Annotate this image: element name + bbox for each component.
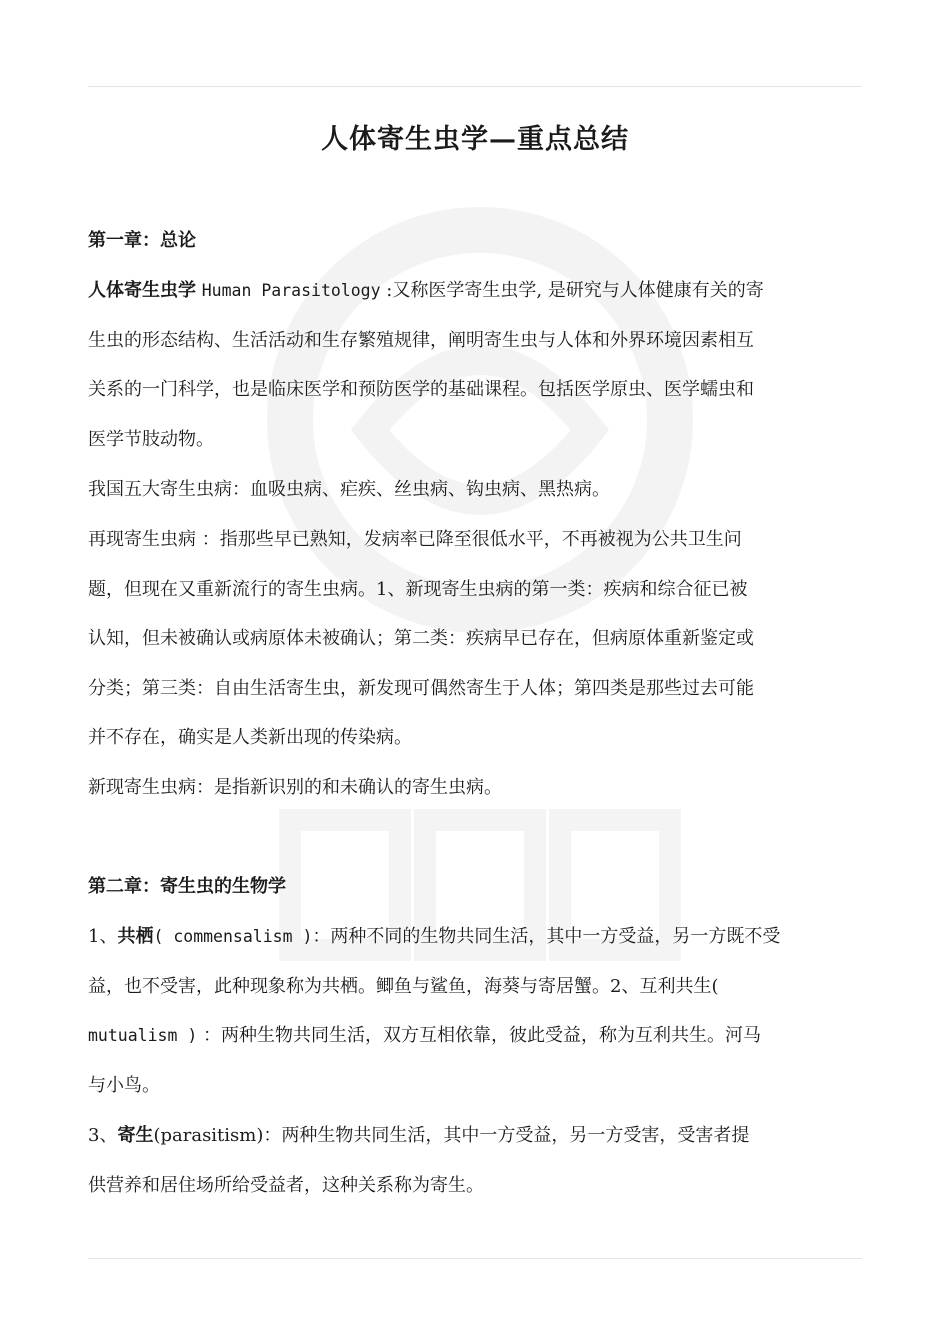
commensalism-line-4: 与小鸟。	[88, 1074, 160, 1096]
commensalism-definition	[88, 912, 866, 1110]
reemerging-line-1: 再现寄生虫病 ：指那些早已熟知，发病率已降至很低水平，不再被视为公共卫生问	[88, 529, 742, 550]
chapter2-heading: 第二章：寄生虫的生物学	[88, 876, 286, 897]
definition-line-3: 关系的一门科学，也是临床医学和预防医学的基础课程。包括医学原虫、医学蠕虫和	[88, 379, 754, 401]
parasitism-line-1: 3、寄生(parasitism)：两种生物共同生活，其中一方受益，另一方受害，受害者提	[88, 1125, 750, 1146]
reemerging-line-5: 并不存在，确实是人类新出现的传染病。	[88, 727, 412, 749]
five-diseases: 我国五大寄生虫病：血吸虫病、疟疾、丝虫病、钩虫病、黑热病。	[88, 479, 610, 500]
term-commensalism-en: ( commensalism )	[153, 927, 313, 946]
definition-line-4: 医学节肢动物。	[88, 428, 214, 450]
chapter1-heading: 第一章：总论	[88, 230, 196, 251]
term-parasitology: 人体寄生虫学	[88, 280, 196, 301]
term-parasitism: 寄生	[117, 1125, 154, 1146]
header-rule	[88, 86, 862, 87]
reemerging-definition	[88, 515, 866, 763]
term-parasitology-en: Human Parasitology	[201, 281, 381, 300]
term-commensalism: 共栖	[117, 926, 154, 947]
definition-line-1: 人体寄生虫学 Human Parasitology :又称医学寄生虫学, 是研究与人体健康有关的寄	[88, 280, 764, 301]
definition-line-2: 生虫的形态结构、生活活动和生存繁殖规律，阐明寄生虫与人体和外界环境因素相互	[88, 329, 754, 351]
reemerging-line-4: 分类；第三类：自由生活寄生虫，新发现可偶然寄生于人体；第四类是那些过去可能	[88, 677, 754, 699]
term-mutualism-en: mutualism )	[88, 1026, 198, 1046]
parasitism-line-2: 供营养和居住场所给受益者，这种关系称为寄生。	[88, 1174, 484, 1196]
term-parasitism-en: (parasitism)	[153, 1125, 264, 1146]
parasitology-definition	[88, 266, 866, 464]
reemerging-line-2: 题，但现在又重新流行的寄生虫病。1、新现寄生虫病的第一类：疾病和综合征已被	[88, 578, 748, 600]
reemerging-line-3: 认知，但未被确认或病原体未被确认；第二类：疾病早已存在，但病原体重新鉴定或	[88, 628, 754, 650]
emerging-definition: 新现寄生虫病：是指新识别的和未确认的寄生虫病。	[88, 777, 502, 798]
document-title: 人体寄生虫学—重点总结	[321, 124, 629, 155]
commensalism-line-2: 益，也不受害，此种现象称为共栖。鲫鱼与鲨鱼，海葵与寄居蟹。2、互利共生(	[88, 975, 719, 997]
commensalism-line-3: mutualism ) ：两种生物共同生活，双方互相依靠，彼此受益，称为互利共生。河马	[88, 1025, 761, 1047]
commensalism-line-1: 1、共栖( commensalism )：两种不同的生物共同生活，其中一方受益，另一方既不受	[88, 926, 781, 947]
parasitism-definition	[88, 1111, 866, 1210]
footer-rule	[88, 1258, 862, 1259]
